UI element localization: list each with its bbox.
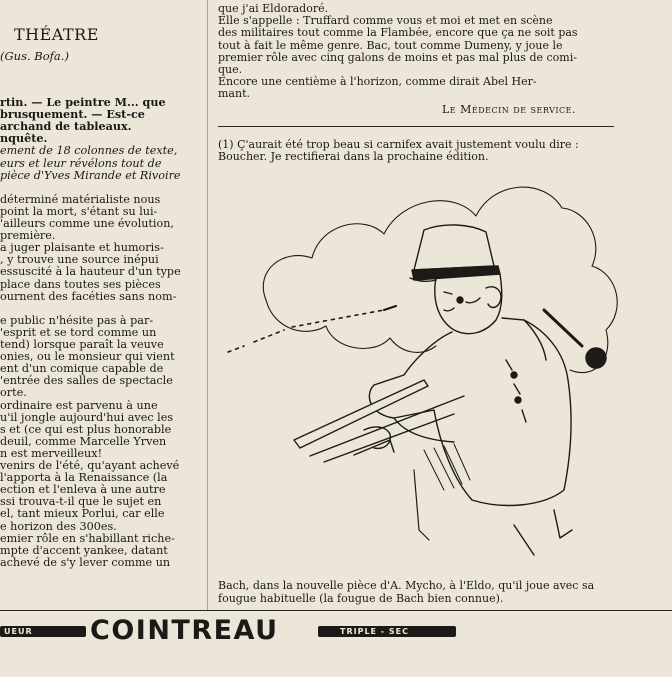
signature: Le Médecin de service. bbox=[442, 103, 576, 116]
left-text-line: mpte d'accent yankee, datant bbox=[0, 543, 168, 557]
footnote-line: (1) Ç'aurait été trop beau si carnifex avait justement voulu dire : bbox=[218, 138, 579, 151]
left-text-line: e horizon des 300es. bbox=[0, 519, 117, 533]
left-text-line: 'entrée des salles de spectacle bbox=[0, 374, 173, 388]
left-text-line: ordinaire est parvenu à une bbox=[0, 398, 158, 412]
left-text-line: essuscité à la hauteur d'un type bbox=[0, 265, 181, 279]
right-column bbox=[214, 0, 672, 610]
left-text-line: n est merveilleux! bbox=[0, 446, 103, 460]
left-text-line: orte. bbox=[0, 386, 27, 400]
cointreau-advertisement bbox=[0, 612, 672, 652]
ad-brand: COINTREAU bbox=[90, 615, 279, 646]
ad-product: TRIPLE - SEC bbox=[340, 627, 410, 636]
left-text-line: 'ailleurs comme une évolution, bbox=[0, 217, 174, 230]
article-line: tout à fait le même genre. Bac, tout comme Dumeny, y joue le bbox=[218, 38, 563, 52]
left-text-line: u'il jongle aujourd'hui avec les bbox=[0, 410, 174, 424]
left-text-line: ournent des facéties sans nom- bbox=[0, 289, 177, 303]
left-text-line: emier rôle en s'habillant riche- bbox=[0, 531, 175, 545]
left-text-line: archand de tableaux. bbox=[0, 119, 132, 134]
left-text-line: ent d'un comique capable de bbox=[0, 362, 164, 376]
left-text-line: l'apporta à la Renaissance (la bbox=[0, 471, 168, 485]
article-line: Elle s'appelle : Truffard comme vous et moi et met en scène bbox=[218, 14, 553, 28]
left-column bbox=[0, 0, 200, 610]
left-text-line: ssi trouva-t-il que le sujet en bbox=[0, 495, 162, 509]
article-line: premier rôle avec cinq galons de moins et pas mal plus de comi- bbox=[218, 50, 577, 64]
soldier-face bbox=[435, 274, 502, 334]
article-line: Encore une centième à l'horizon, comme dirait Abel Her- bbox=[218, 75, 537, 89]
article-line: mant. bbox=[218, 87, 250, 101]
left-text-line: el, tant mieux Porlui, car elle bbox=[0, 507, 165, 521]
left-text-line: venirs de l'été, qu'ayant achevé bbox=[0, 459, 180, 472]
left-text-line: tend) lorsque paraît la veuve bbox=[0, 338, 164, 351]
left-text-line: s et (ce qui est plus honorable bbox=[0, 422, 172, 436]
ad-left-fragment: UEUR bbox=[4, 627, 33, 636]
kepi-cap bbox=[414, 225, 494, 270]
left-text-line: ement de 18 colonnes de texte, bbox=[0, 144, 178, 158]
left-text-line: rtin. — Le peintre M... que bbox=[0, 95, 166, 109]
article-line: des militaires tout comme la Flambée, encore que ça ne soit pas bbox=[218, 26, 578, 40]
left-text-line: deuil, comme Marcelle Yrven bbox=[0, 434, 167, 448]
column-divider bbox=[207, 0, 208, 610]
article-line: que. bbox=[218, 63, 243, 76]
ad-rule bbox=[0, 610, 672, 611]
left-text-line: e public n'hésite pas à par- bbox=[0, 313, 154, 327]
caricature-illustration bbox=[214, 170, 634, 575]
section-heading: THÉATRE bbox=[14, 25, 99, 44]
left-text-line: , y trouve une source inépui bbox=[0, 253, 159, 267]
left-text-line: point la mort, s'étant su lui- bbox=[0, 204, 158, 218]
article-line: que j'ai Eldoradoré. bbox=[218, 2, 329, 15]
left-text-line: déterminé matérialiste nous bbox=[0, 192, 161, 206]
left-text-line: achevé de s'y lever comme un bbox=[0, 555, 171, 569]
soldier-coat bbox=[369, 318, 571, 505]
caption-line: fougue habituelle (la fougue de Bach bien connue). bbox=[218, 592, 504, 605]
footnote-line: Boucher. Je rectifierai dans la prochaine édition. bbox=[218, 150, 489, 163]
left-text-line: 'esprit et se tord comme un bbox=[0, 325, 157, 339]
left-text-line: eurs et leur révélons tout de bbox=[0, 156, 162, 170]
left-text-line: pièce d'Yves Mirande et Rivoire bbox=[0, 168, 181, 182]
left-text-line: ection et l'enleva à une autre bbox=[0, 483, 166, 497]
smoke-cloud bbox=[263, 187, 617, 372]
left-text-line: première. bbox=[0, 229, 56, 243]
left-text-line: onies, ou le monsieur qui vient bbox=[0, 350, 175, 364]
caption-line: Bach, dans la nouvelle pièce d'A. Mycho, à l'Eldo, qu'il joue avec sa bbox=[218, 579, 595, 592]
left-text-line: nquête. bbox=[0, 131, 48, 146]
rifle bbox=[294, 380, 428, 448]
footnote-rule bbox=[218, 126, 614, 127]
byline: (Gus. Bofa.) bbox=[0, 49, 69, 63]
left-text-line: place dans toutes ses pièces bbox=[0, 277, 161, 291]
left-text-line: brusquement. — Est-ce bbox=[0, 107, 145, 122]
left-text-line: a juger plaisante et humoris- bbox=[0, 241, 164, 255]
